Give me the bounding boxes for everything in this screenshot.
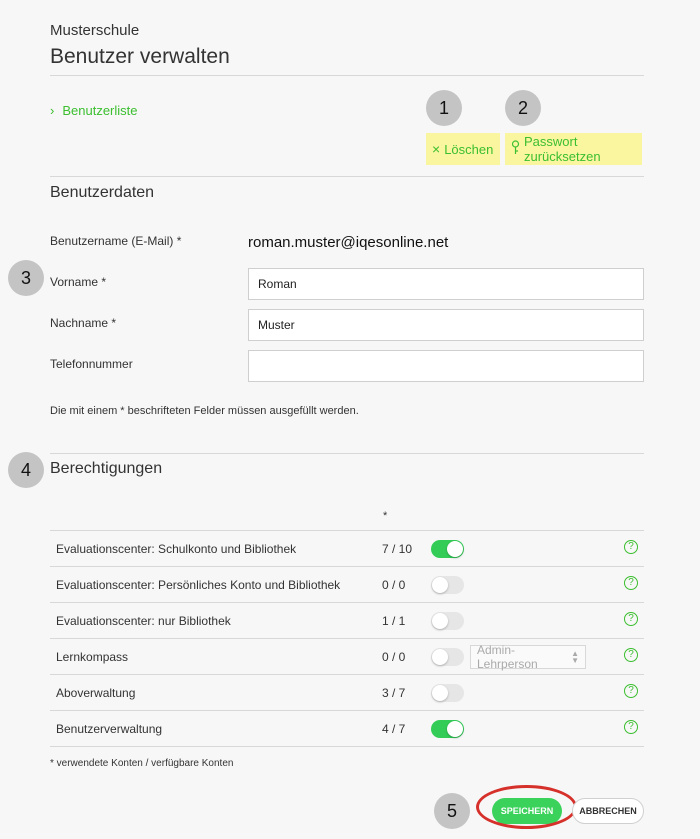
permission-toggle[interactable]: [431, 612, 464, 630]
section-divider-permissions: [50, 453, 644, 454]
permission-row-user-management: [50, 711, 644, 747]
school-name: Musterschule: [50, 22, 140, 39]
permission-label: Lernkompass: [56, 650, 129, 664]
permission-row-library-only: [50, 603, 644, 639]
permission-toggle[interactable]: [431, 684, 464, 702]
toggle-knob: [432, 577, 448, 593]
permission-row-personal-account: [50, 567, 644, 603]
phone-label: Telefonnummer: [50, 357, 133, 371]
permission-count: 0 / 0: [382, 650, 406, 664]
permission-label: Evaluationscenter: nur Bibliothek: [56, 614, 231, 628]
toggle-knob: [447, 721, 463, 737]
annotation-marker-2: 2: [505, 90, 541, 126]
annotation-marker-4: 4: [8, 452, 44, 488]
permissions-section-title: Berechtigungen: [50, 460, 163, 477]
save-highlight-ring: [476, 785, 577, 829]
delete-label: Löschen: [444, 141, 494, 157]
role-select-value: Admin-Lehrperson: [477, 643, 538, 671]
accounts-footnote: * verwendete Konten / verfügbare Konten: [50, 758, 234, 769]
help-icon[interactable]: ?: [624, 540, 638, 554]
permission-row-subscription: [50, 675, 644, 711]
annotation-marker-3: 3: [8, 260, 44, 296]
permission-row-school-account: [50, 531, 644, 567]
permission-count: 4 / 7: [382, 722, 406, 736]
permission-label: Evaluationscenter: Persönliches Konto und Bibliothek: [56, 578, 341, 592]
toggle-knob: [447, 541, 463, 557]
help-icon[interactable]: ?: [624, 576, 638, 590]
username-value: roman.muster@iqesonline.net: [248, 234, 449, 251]
permission-count: 7 / 10: [382, 542, 413, 556]
key-icon: [511, 140, 520, 158]
permission-count: 1 / 1: [382, 614, 406, 628]
permission-label: Evaluationscenter: Schulkonto und Bibliothek: [56, 542, 297, 556]
reset-password-button[interactable]: [505, 133, 642, 165]
permission-count: 0 / 0: [382, 578, 406, 592]
role-select[interactable]: [470, 645, 586, 669]
page-title: Benutzer verwalten: [50, 45, 230, 68]
lastname-label: Nachname *: [50, 316, 117, 330]
firstname-label: Vorname *: [50, 275, 107, 289]
delete-user-button[interactable]: [426, 133, 500, 165]
permission-toggle[interactable]: [431, 576, 464, 594]
lastname-input[interactable]: [248, 309, 644, 341]
section-divider-user-data: [50, 176, 644, 177]
toggle-knob: [432, 649, 448, 665]
permission-count: 3 / 7: [382, 686, 406, 700]
help-icon[interactable]: ?: [624, 648, 638, 662]
help-icon[interactable]: ?: [624, 684, 638, 698]
permission-toggle[interactable]: [431, 648, 464, 666]
permission-toggle[interactable]: [431, 540, 464, 558]
permissions-table: [50, 530, 644, 747]
firstname-input[interactable]: [248, 268, 644, 300]
close-icon: ×: [432, 141, 441, 157]
count-column-header: *: [383, 510, 388, 522]
breadcrumb-user-list[interactable]: [50, 103, 138, 118]
cancel-button[interactable]: ABBRECHEN: [572, 798, 644, 824]
help-icon[interactable]: ?: [624, 612, 638, 626]
permission-toggle[interactable]: [431, 720, 464, 738]
save-button[interactable]: SPEICHERN: [492, 798, 562, 824]
annotation-marker-5: 5: [434, 793, 470, 829]
permission-label: Benutzerverwaltung: [56, 722, 163, 736]
toggle-knob: [432, 685, 448, 701]
annotation-marker-1: 1: [426, 90, 462, 126]
toggle-knob: [432, 613, 448, 629]
permission-row-lernkompass: [50, 639, 644, 675]
user-data-section-title: Benutzerdaten: [50, 184, 155, 201]
chevron-right-icon: ›: [50, 103, 55, 118]
help-icon[interactable]: ?: [624, 720, 638, 734]
reset-password-label: Passwort zurücksetzen: [524, 134, 601, 164]
select-arrows-icon: ▲ ▼: [571, 649, 579, 665]
breadcrumb-label: Benutzerliste: [62, 103, 138, 118]
header-divider: [50, 75, 644, 76]
required-fields-note: Die mit einem * beschrifteten Felder müssen ausgefüllt werden.: [50, 405, 359, 417]
phone-input[interactable]: [248, 350, 644, 382]
username-label: Benutzername (E-Mail) *: [50, 234, 182, 248]
permission-label: Aboverwaltung: [56, 686, 136, 700]
